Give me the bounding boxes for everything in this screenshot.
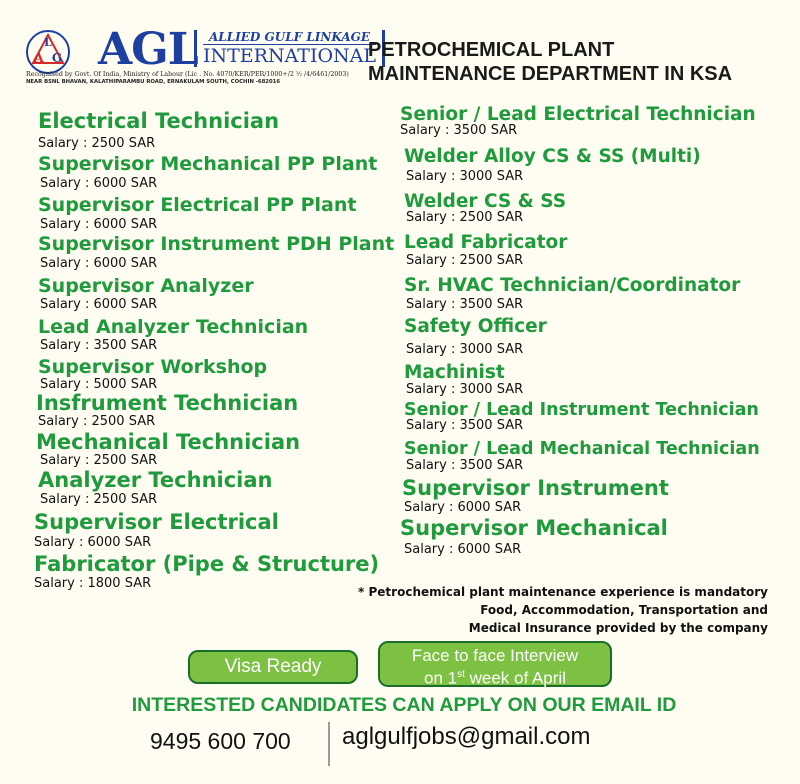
job-salary: Salary : 3500 SAR — [406, 418, 524, 433]
job-salary: Salary : 6000 SAR — [404, 542, 522, 557]
job-title: Supervisor Instrument PDH Plant — [38, 233, 395, 255]
job-salary: Salary : 6000 SAR — [34, 535, 152, 550]
note-benefits-1: Food, Accommodation, Transportation and — [480, 603, 768, 617]
email-address[interactable]: aglgulfjobs@gmail.com — [342, 723, 591, 750]
job-title: Lead Fabricator — [404, 232, 568, 253]
agl-globe-logo-icon — [24, 26, 72, 74]
job-salary: Salary : 3000 SAR — [406, 169, 524, 184]
job-salary: Salary : 6000 SAR — [40, 176, 158, 191]
job-title: Supervisor Electrical — [34, 510, 279, 534]
job-salary: Salary : 1800 SAR — [34, 576, 152, 591]
job-title: Machinist — [404, 362, 505, 383]
job-salary: Salary : 3000 SAR — [406, 342, 524, 357]
job-title: Welder CS & SS — [404, 191, 567, 212]
visa-ready-badge: Visa Ready — [188, 650, 358, 684]
job-title: Supervisor Analyzer — [38, 275, 254, 297]
job-salary: Salary : 3500 SAR — [406, 297, 524, 312]
job-title: Sr. HVAC Technician/Coordinator — [404, 275, 741, 296]
title-line-2: MAINTENANCE DEPARTMENT IN KSA — [368, 63, 733, 85]
job-title: Supervisor Electrical PP Plant — [38, 194, 357, 216]
job-title: Insfrument Technician — [36, 391, 299, 415]
note-benefits-2: Medical Insurance provided by the company — [468, 621, 768, 635]
job-title: Analyzer Technician — [38, 468, 273, 492]
job-salary: Salary : 2500 SAR — [40, 492, 158, 507]
job-title: Electrical Technician — [38, 109, 280, 133]
job-title: Welder Alloy CS & SS (Multi) — [404, 146, 701, 167]
title-line-1: PETROCHEMICAL PLANT — [368, 39, 615, 61]
job-salary: Salary : 6000 SAR — [40, 256, 158, 271]
poster — [4, 4, 794, 778]
job-salary: Salary : 5000 SAR — [40, 377, 158, 392]
interview-week: week of April — [464, 668, 566, 688]
interview-sup: st — [457, 669, 465, 680]
job-title: Fabricator (Pipe & Structure) — [34, 552, 380, 576]
job-title: Supervisor Mechanical — [400, 516, 668, 540]
job-title: Supervisor Workshop — [38, 356, 268, 378]
contact-divider — [328, 722, 330, 766]
interview-on: on 1 — [424, 668, 458, 688]
job-title: Senior / Lead Instrument Technician — [404, 400, 759, 420]
job-salary: Salary : 2500 SAR — [406, 253, 524, 268]
job-title: Lead Analyzer Technician — [38, 316, 309, 338]
page-title — [368, 38, 732, 86]
job-salary: Salary : 6000 SAR — [40, 217, 158, 232]
logo-wordmark — [194, 30, 385, 67]
job-salary: Salary : 3000 SAR — [406, 382, 524, 397]
job-salary: Salary : 3500 SAR — [40, 338, 158, 353]
svg-text:A: A — [34, 51, 44, 65]
svg-text:G: G — [51, 51, 63, 65]
interview-line-2 — [380, 665, 610, 688]
job-salary: Salary : 3500 SAR — [406, 458, 524, 473]
job-title: Safety Officer — [404, 316, 547, 337]
header — [18, 18, 788, 88]
job-title: Senior / Lead Mechanical Technician — [404, 439, 760, 459]
address-text: NEAR BSNL BHAVAN, KALATHIPARAMBU ROAD, ERNAKULAM SOUTH, COCHIN -682016 — [26, 79, 281, 85]
interview-badge — [378, 641, 612, 687]
note-experience: * Petrochemical plant maintenance experience is mandatory — [358, 585, 768, 599]
recognition-text: Recognised by Govt. Of India, Ministry of Labour (Lic . No. 4070/KER/PER/1000+/2 ½ /4/6461/2003) — [26, 71, 349, 78]
job-salary: Salary : 2500 SAR — [38, 136, 156, 151]
job-salary: Salary : 3500 SAR — [400, 123, 518, 138]
logo-name: AGL — [98, 24, 198, 75]
logo-subtitle-1: ALLIED GULF LINKAGE — [208, 30, 371, 44]
job-title: Supervisor Mechanical PP Plant — [38, 153, 378, 175]
svg-text:L: L — [44, 36, 52, 49]
interview-line-1: Face to face Interview — [411, 646, 579, 665]
job-salary: Salary : 2500 SAR — [38, 414, 156, 429]
job-salary: Salary : 6000 SAR — [404, 500, 522, 515]
apply-heading: INTERESTED CANDIDATES CAN APPLY ON OUR EMAIL ID — [131, 694, 677, 716]
job-title: Mechanical Technician — [36, 430, 301, 454]
phone-number[interactable]: 9495 600 700 — [150, 728, 291, 754]
job-salary: Salary : 2500 SAR — [406, 210, 524, 225]
job-salary: Salary : 6000 SAR — [40, 297, 158, 312]
job-title: Supervisor Instrument — [402, 476, 669, 500]
logo-subtitle-2: INTERNATIONAL — [203, 45, 377, 67]
job-title: Senior / Lead Electrical Technician — [400, 104, 756, 125]
job-salary: Salary : 2500 SAR — [40, 453, 158, 468]
